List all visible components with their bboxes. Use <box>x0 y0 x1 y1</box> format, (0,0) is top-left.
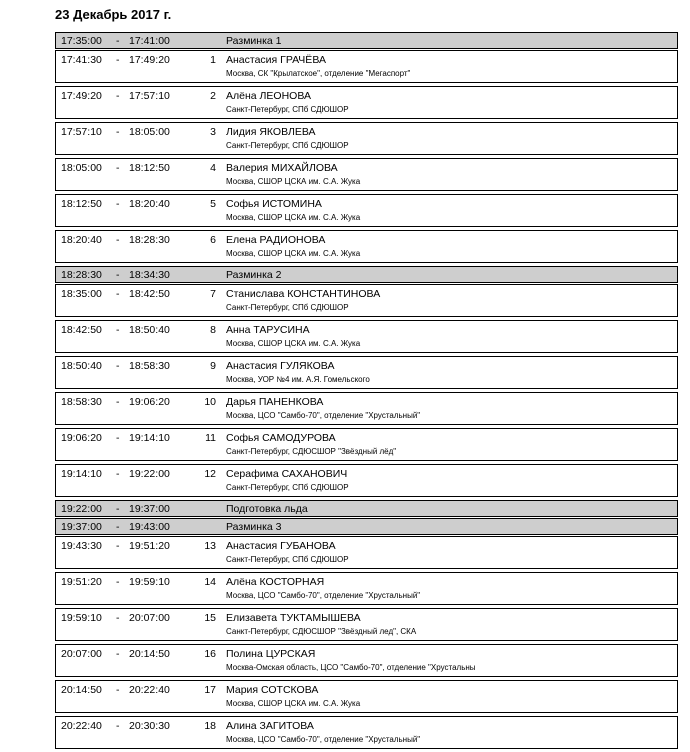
end-time: 20:07:00 <box>129 612 170 624</box>
start-time: 17:41:30 <box>61 54 102 66</box>
athlete-name: Алёна ЛЕОНОВА <box>226 90 311 102</box>
athlete-club: Москва, СШОР ЦСКА им. С.А. Жука <box>226 699 361 708</box>
time-dash: - <box>116 162 120 174</box>
warmup-row <box>55 518 678 535</box>
start-number: 17 <box>204 684 216 696</box>
start-number: 2 <box>210 90 216 102</box>
end-time: 17:49:20 <box>129 54 170 66</box>
end-time: 18:28:30 <box>129 234 170 246</box>
athlete-club: Санкт-Петербург, СПб СДЮШОР <box>226 141 349 150</box>
athlete-row <box>55 320 678 353</box>
athlete-name: Елена РАДИОНОВА <box>226 234 326 246</box>
time-dash: - <box>116 468 120 480</box>
warmup-row <box>55 32 678 49</box>
start-number: 10 <box>204 396 216 408</box>
time-dash: - <box>116 288 120 300</box>
time-dash: - <box>116 503 120 515</box>
athlete-row <box>55 572 678 605</box>
start-number: 6 <box>210 234 216 246</box>
athlete-name: Софья ИСТОМИНА <box>226 198 322 210</box>
session-label: Разминка 1 <box>226 35 282 47</box>
athlete-row <box>55 86 678 119</box>
time-dash: - <box>116 648 120 660</box>
end-time: 18:42:50 <box>129 288 170 300</box>
end-time: 20:22:40 <box>129 684 170 696</box>
athlete-row <box>55 428 678 461</box>
athlete-row <box>55 356 678 389</box>
start-time: 17:35:00 <box>61 35 102 47</box>
time-dash: - <box>116 234 120 246</box>
end-time: 18:05:00 <box>129 126 170 138</box>
time-dash: - <box>116 612 120 624</box>
athlete-club: Санкт-Петербург, СПб СДЮШОР <box>226 105 349 114</box>
end-time: 18:58:30 <box>129 360 170 372</box>
end-time: 20:14:50 <box>129 648 170 660</box>
athlete-name: Валерия МИХАЙЛОВА <box>226 162 338 174</box>
start-number: 4 <box>210 162 216 174</box>
end-time: 19:22:00 <box>129 468 170 480</box>
athlete-row <box>55 536 678 569</box>
start-time: 18:58:30 <box>61 396 102 408</box>
time-dash: - <box>116 720 120 732</box>
athlete-club: Москва, СШОР ЦСКА им. С.А. Жука <box>226 249 361 258</box>
athlete-name: Алёна КОСТОРНАЯ <box>226 576 325 588</box>
time-dash: - <box>116 35 120 47</box>
end-time: 18:20:40 <box>129 198 170 210</box>
athlete-row <box>55 608 678 641</box>
start-number: 18 <box>204 720 216 732</box>
athlete-name: Анна ТАРУСИНА <box>226 324 310 336</box>
athlete-name: Полина ЦУРСКАЯ <box>226 648 316 660</box>
time-dash: - <box>116 126 120 138</box>
end-time: 19:14:10 <box>129 432 170 444</box>
schedule-list <box>55 32 678 752</box>
start-number: 8 <box>210 324 216 336</box>
start-time: 19:51:20 <box>61 576 102 588</box>
athlete-name: Софья САМОДУРОВА <box>226 432 336 444</box>
athlete-row <box>55 158 678 191</box>
time-dash: - <box>116 521 120 533</box>
athlete-club: Москва, УОР №4 им. А.Я. Гомельского <box>226 375 370 384</box>
warmup-row <box>55 266 678 283</box>
athlete-row <box>55 644 678 677</box>
session-label: Разминка 3 <box>226 521 282 533</box>
time-dash: - <box>116 324 120 336</box>
start-time: 19:43:30 <box>61 540 102 552</box>
athlete-name: Анастасия ГРАЧЁВА <box>226 54 326 66</box>
end-time: 19:59:10 <box>129 576 170 588</box>
athlete-name: Лидия ЯКОВЛЕВА <box>226 126 316 138</box>
ice-prep-row <box>55 500 678 517</box>
start-number: 15 <box>204 612 216 624</box>
session-label: Подготовка льда <box>226 503 308 515</box>
start-number: 12 <box>204 468 216 480</box>
start-time: 19:59:10 <box>61 612 102 624</box>
athlete-club: Санкт-Петербург, СПб СДЮШОР <box>226 483 349 492</box>
athlete-row <box>55 464 678 497</box>
start-time: 20:22:40 <box>61 720 102 732</box>
start-time: 17:49:20 <box>61 90 102 102</box>
athlete-row <box>55 122 678 155</box>
end-time: 18:12:50 <box>129 162 170 174</box>
start-number: 14 <box>204 576 216 588</box>
athlete-row <box>55 680 678 713</box>
athlete-row <box>55 716 678 749</box>
time-dash: - <box>116 198 120 210</box>
athlete-club: Москва, ЦСО "Самбо-70", отделение "Хрустальный" <box>226 411 421 420</box>
end-time: 19:43:00 <box>129 521 170 533</box>
athlete-name: Анастасия ГУБАНОВА <box>226 540 336 552</box>
start-time: 19:06:20 <box>61 432 102 444</box>
time-dash: - <box>116 360 120 372</box>
start-time: 18:28:30 <box>61 269 102 281</box>
time-dash: - <box>116 540 120 552</box>
time-dash: - <box>116 396 120 408</box>
start-time: 18:05:00 <box>61 162 102 174</box>
athlete-club: Москва, СШОР ЦСКА им. С.А. Жука <box>226 177 361 186</box>
athlete-club: Москва, СК "Крылатское", отделение "Мегаспорт" <box>226 69 411 78</box>
start-time: 19:37:00 <box>61 521 102 533</box>
page-title: 23 Декабрь 2017 г. <box>55 7 172 22</box>
athlete-club: Санкт-Петербург, СДЮСШОР "Звёздный лед", СКА <box>226 627 417 636</box>
start-time: 18:12:50 <box>61 198 102 210</box>
athlete-row <box>55 284 678 317</box>
athlete-row <box>55 50 678 83</box>
athlete-name: Елизавета ТУКТАМЫШЕВА <box>226 612 361 624</box>
time-dash: - <box>116 90 120 102</box>
start-number: 11 <box>205 432 216 444</box>
start-number: 5 <box>210 198 216 210</box>
start-number: 16 <box>204 648 216 660</box>
athlete-name: Станислава КОНСТАНТИНОВА <box>226 288 381 300</box>
athlete-name: Алина ЗАГИТОВА <box>226 720 314 732</box>
end-time: 19:06:20 <box>129 396 170 408</box>
start-time: 20:07:00 <box>61 648 102 660</box>
athlete-name: Серафима САХАНОВИЧ <box>226 468 348 480</box>
end-time: 19:37:00 <box>129 503 170 515</box>
athlete-club: Москва, ЦСО "Самбо-70", отделение "Хрустальный" <box>226 735 421 744</box>
session-label: Разминка 2 <box>226 269 282 281</box>
end-time: 20:30:30 <box>129 720 170 732</box>
time-dash: - <box>116 269 120 281</box>
start-time: 18:50:40 <box>61 360 102 372</box>
athlete-club: Санкт-Петербург, СДЮСШОР "Звёздный лёд" <box>226 447 397 456</box>
athlete-row <box>55 230 678 263</box>
start-number: 9 <box>210 360 216 372</box>
start-time: 18:20:40 <box>61 234 102 246</box>
athlete-club: Москва, СШОР ЦСКА им. С.А. Жука <box>226 213 361 222</box>
athlete-name: Анастасия ГУЛЯКОВА <box>226 360 335 372</box>
start-time: 18:42:50 <box>61 324 102 336</box>
start-number: 13 <box>204 540 216 552</box>
end-time: 17:57:10 <box>129 90 170 102</box>
start-number: 3 <box>210 126 216 138</box>
start-time: 19:14:10 <box>61 468 102 480</box>
start-number: 7 <box>210 288 216 300</box>
athlete-name: Дарья ПАНЕНКОВА <box>226 396 324 408</box>
athlete-club: Москва, СШОР ЦСКА им. С.А. Жука <box>226 339 361 348</box>
athlete-name: Мария СОТСКОВА <box>226 684 319 696</box>
athlete-club: Санкт-Петербург, СПб СДЮШОР <box>226 303 349 312</box>
time-dash: - <box>116 54 120 66</box>
start-time: 17:57:10 <box>61 126 102 138</box>
athlete-club: Москва-Омская область, ЦСО "Самбо-70", отделение "Хрустальны <box>226 663 476 672</box>
start-number: 1 <box>210 54 216 66</box>
time-dash: - <box>116 432 120 444</box>
end-time: 18:34:30 <box>129 269 170 281</box>
start-time: 20:14:50 <box>61 684 102 696</box>
athlete-row <box>55 392 678 425</box>
start-time: 18:35:00 <box>61 288 102 300</box>
end-time: 19:51:20 <box>129 540 170 552</box>
end-time: 17:41:00 <box>129 35 170 47</box>
athlete-row <box>55 194 678 227</box>
athlete-club: Санкт-Петербург, СПб СДЮШОР <box>226 555 349 564</box>
athlete-club: Москва, ЦСО "Самбо-70", отделение "Хрустальный" <box>226 591 421 600</box>
time-dash: - <box>116 576 120 588</box>
end-time: 18:50:40 <box>129 324 170 336</box>
time-dash: - <box>116 684 120 696</box>
start-time: 19:22:00 <box>61 503 102 515</box>
